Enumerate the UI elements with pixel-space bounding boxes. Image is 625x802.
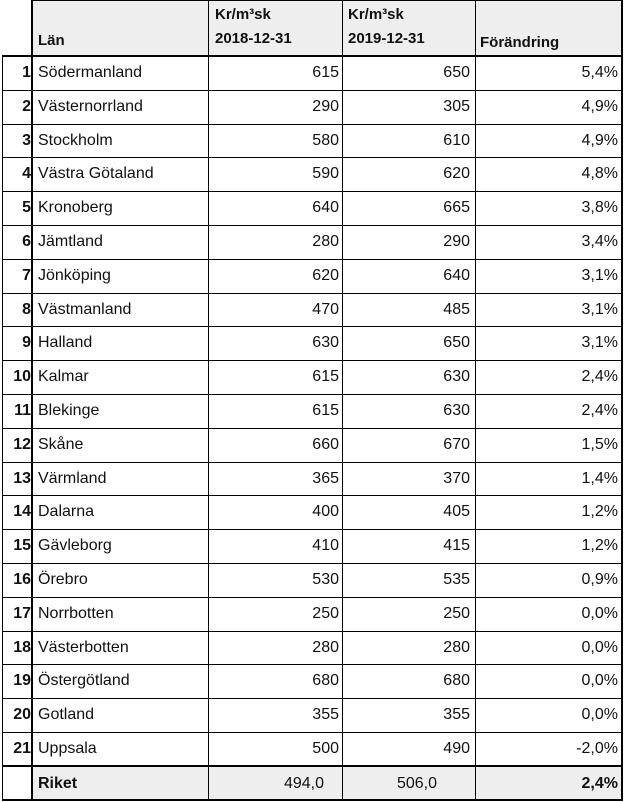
row-county: Gotland bbox=[38, 706, 95, 724]
row-rank: 10 bbox=[13, 368, 31, 386]
row-separator bbox=[2, 664, 623, 665]
row-price-2019: 485 bbox=[443, 300, 470, 318]
row-rank: 11 bbox=[14, 402, 31, 419]
row-rank: 1 bbox=[22, 64, 31, 81]
row-rank: 7 bbox=[22, 266, 31, 284]
row-price-2018: 250 bbox=[312, 604, 339, 622]
table-row bbox=[2, 124, 623, 158]
table-row bbox=[2, 157, 623, 191]
row-price-2018: 615 bbox=[312, 402, 339, 419]
row-change: 1,4% bbox=[581, 469, 618, 487]
row-county: Dalarna bbox=[38, 503, 95, 521]
row-separator bbox=[2, 529, 623, 530]
total-2018: 494,0 bbox=[283, 775, 324, 792]
row-price-2018: 680 bbox=[312, 672, 339, 690]
total-2019: 506,0 bbox=[396, 775, 437, 792]
table-row bbox=[2, 529, 623, 563]
row-price-2019: 650 bbox=[443, 64, 470, 81]
border-left bbox=[2, 55, 3, 801]
row-price-2018: 280 bbox=[312, 233, 339, 250]
row-separator bbox=[2, 462, 623, 463]
row-county: Uppsala bbox=[38, 740, 97, 757]
header-bottom-border bbox=[2, 55, 623, 57]
row-rank: 6 bbox=[22, 233, 31, 250]
row-county: Värmland bbox=[38, 469, 107, 487]
header-lan: Län bbox=[38, 32, 65, 49]
row-price-2018: 365 bbox=[312, 469, 339, 487]
table-row bbox=[2, 225, 623, 259]
column-border bbox=[621, 0, 623, 801]
row-rank: 13 bbox=[13, 469, 31, 487]
row-price-2019: 610 bbox=[443, 131, 470, 149]
row-price-2018: 630 bbox=[312, 334, 339, 352]
row-price-2018: 530 bbox=[312, 571, 339, 588]
row-county: Kronoberg bbox=[38, 199, 113, 217]
row-price-2019: 630 bbox=[443, 368, 470, 386]
row-change: 0,0% bbox=[581, 638, 618, 656]
row-change: 4,9% bbox=[581, 131, 618, 149]
row-change: 4,9% bbox=[581, 97, 618, 115]
row-price-2019: 370 bbox=[443, 469, 470, 487]
row-price-2018: 470 bbox=[312, 300, 339, 318]
row-county: Västra Götaland bbox=[38, 165, 154, 183]
row-price-2018: 280 bbox=[312, 638, 339, 656]
row-separator bbox=[2, 191, 623, 192]
row-price-2018: 410 bbox=[312, 537, 339, 555]
row-price-2018: 580 bbox=[312, 131, 339, 149]
row-rank: 4 bbox=[22, 165, 31, 183]
table-row bbox=[2, 563, 623, 597]
row-change: 3,1% bbox=[581, 300, 618, 318]
row-price-2019: 665 bbox=[443, 199, 470, 217]
row-price-2019: 490 bbox=[443, 740, 470, 757]
table-row bbox=[2, 191, 623, 225]
row-separator bbox=[2, 360, 623, 361]
row-county: Södermanland bbox=[38, 64, 143, 81]
row-price-2019: 680 bbox=[443, 672, 470, 690]
row-separator bbox=[2, 631, 623, 632]
row-change: 2,4% bbox=[581, 402, 618, 419]
table-row bbox=[2, 428, 623, 462]
row-rank: 5 bbox=[22, 199, 31, 217]
row-change: 4,8% bbox=[581, 165, 618, 183]
row-separator bbox=[2, 326, 623, 327]
row-price-2019: 630 bbox=[443, 402, 470, 419]
row-county: Norrbotten bbox=[38, 604, 114, 622]
row-rank: 9 bbox=[22, 334, 31, 352]
row-change: 1,2% bbox=[581, 503, 618, 521]
row-change: 0,9% bbox=[581, 571, 618, 588]
total-row bbox=[2, 767, 623, 800]
column-border bbox=[31, 0, 33, 801]
row-price-2019: 640 bbox=[443, 266, 470, 284]
row-rank: 8 bbox=[22, 300, 31, 318]
row-price-2019: 305 bbox=[443, 97, 470, 115]
row-rank: 2 bbox=[22, 97, 31, 115]
table-row bbox=[2, 293, 623, 327]
row-separator bbox=[2, 732, 623, 733]
row-separator bbox=[2, 597, 623, 598]
row-separator bbox=[2, 225, 623, 226]
row-county: Jönköping bbox=[38, 266, 111, 284]
table-row bbox=[2, 462, 623, 496]
table-row bbox=[2, 597, 623, 631]
row-price-2018: 615 bbox=[312, 64, 339, 81]
row-rank: 20 bbox=[13, 706, 31, 724]
column-border bbox=[342, 0, 343, 801]
row-county: Skåne bbox=[38, 435, 84, 453]
row-separator bbox=[2, 495, 623, 496]
table-row bbox=[2, 360, 623, 394]
row-rank: 3 bbox=[22, 131, 31, 149]
total-change: 2,4% bbox=[581, 775, 618, 792]
row-county: Gävleborg bbox=[38, 537, 112, 555]
row-price-2019: 650 bbox=[443, 334, 470, 352]
row-separator bbox=[2, 124, 623, 125]
row-price-2018: 660 bbox=[312, 435, 339, 453]
row-change: 2,4% bbox=[581, 368, 618, 386]
price-table bbox=[2, 0, 623, 801]
row-separator bbox=[2, 394, 623, 395]
row-change: 1,5% bbox=[581, 435, 618, 453]
row-county: Kalmar bbox=[38, 368, 89, 386]
row-separator bbox=[2, 563, 623, 564]
row-price-2018: 640 bbox=[312, 199, 339, 217]
row-price-2019: 535 bbox=[443, 571, 470, 588]
table-row bbox=[2, 495, 623, 529]
row-rank: 17 bbox=[13, 604, 31, 622]
row-change: 5,4% bbox=[581, 64, 618, 81]
total-top-border bbox=[2, 765, 623, 767]
row-change: 3,4% bbox=[581, 233, 618, 250]
row-rank: 18 bbox=[13, 638, 31, 656]
row-price-2018: 620 bbox=[312, 266, 339, 284]
row-price-2018: 615 bbox=[312, 368, 339, 386]
row-price-2018: 500 bbox=[312, 740, 339, 757]
row-county: Östergötland bbox=[38, 672, 130, 690]
row-change: -2,0% bbox=[576, 740, 618, 757]
row-price-2018: 355 bbox=[312, 706, 339, 724]
row-separator bbox=[2, 293, 623, 294]
row-change: 3,8% bbox=[581, 199, 618, 217]
row-county: Västerbotten bbox=[38, 638, 129, 656]
table-row bbox=[2, 259, 623, 293]
row-separator bbox=[2, 698, 623, 699]
table-row bbox=[2, 90, 623, 124]
total-label: Riket bbox=[38, 775, 78, 792]
row-price-2019: 405 bbox=[443, 503, 470, 521]
row-county: Blekinge bbox=[38, 402, 100, 419]
row-price-2018: 290 bbox=[312, 97, 339, 115]
row-county: Västernorrland bbox=[38, 97, 143, 115]
table-row bbox=[2, 326, 623, 360]
border-top bbox=[32, 0, 623, 1]
row-change: 0,0% bbox=[581, 706, 618, 724]
row-change: 0,0% bbox=[581, 604, 618, 622]
row-separator bbox=[2, 428, 623, 429]
table-row bbox=[2, 664, 623, 698]
row-county: Halland bbox=[38, 334, 93, 352]
row-separator bbox=[2, 259, 623, 260]
header-col2-date: 2019-12-31 bbox=[348, 30, 425, 47]
row-rank: 14 bbox=[13, 503, 31, 521]
column-border bbox=[208, 0, 209, 801]
table-row bbox=[2, 631, 623, 665]
table-row bbox=[2, 394, 623, 428]
row-rank: 19 bbox=[13, 672, 31, 690]
row-separator bbox=[2, 157, 623, 158]
column-border bbox=[475, 0, 476, 801]
header-col1-date: 2018-12-31 bbox=[215, 30, 292, 47]
row-rank: 12 bbox=[13, 435, 31, 453]
header-col2-unit: Kr/m³sk bbox=[348, 6, 404, 23]
row-price-2018: 590 bbox=[312, 165, 339, 183]
row-county: Jämtland bbox=[38, 233, 103, 250]
row-price-2019: 415 bbox=[443, 537, 470, 555]
row-change: 3,1% bbox=[581, 266, 618, 284]
row-price-2019: 250 bbox=[443, 604, 470, 622]
row-price-2019: 620 bbox=[443, 165, 470, 183]
table-row bbox=[2, 732, 623, 766]
header-col1-unit: Kr/m³sk bbox=[215, 6, 271, 23]
row-price-2019: 355 bbox=[443, 706, 470, 724]
row-change: 0,0% bbox=[581, 672, 618, 690]
row-price-2019: 280 bbox=[443, 638, 470, 656]
row-county: Örebro bbox=[38, 571, 88, 588]
row-price-2019: 670 bbox=[443, 435, 470, 453]
row-county: Stockholm bbox=[38, 131, 113, 149]
row-separator bbox=[2, 90, 623, 91]
row-county: Västmanland bbox=[38, 300, 132, 318]
row-price-2018: 400 bbox=[312, 503, 339, 521]
row-change: 3,1% bbox=[581, 334, 618, 352]
row-price-2019: 290 bbox=[443, 233, 470, 250]
header-change: Förändring bbox=[480, 34, 560, 51]
table-row bbox=[2, 56, 623, 90]
table-bottom-border bbox=[2, 799, 623, 801]
row-rank: 21 bbox=[13, 740, 31, 757]
row-rank: 15 bbox=[13, 537, 31, 555]
row-rank: 16 bbox=[13, 571, 31, 588]
row-change: 1,2% bbox=[581, 537, 618, 555]
table-row bbox=[2, 698, 623, 732]
